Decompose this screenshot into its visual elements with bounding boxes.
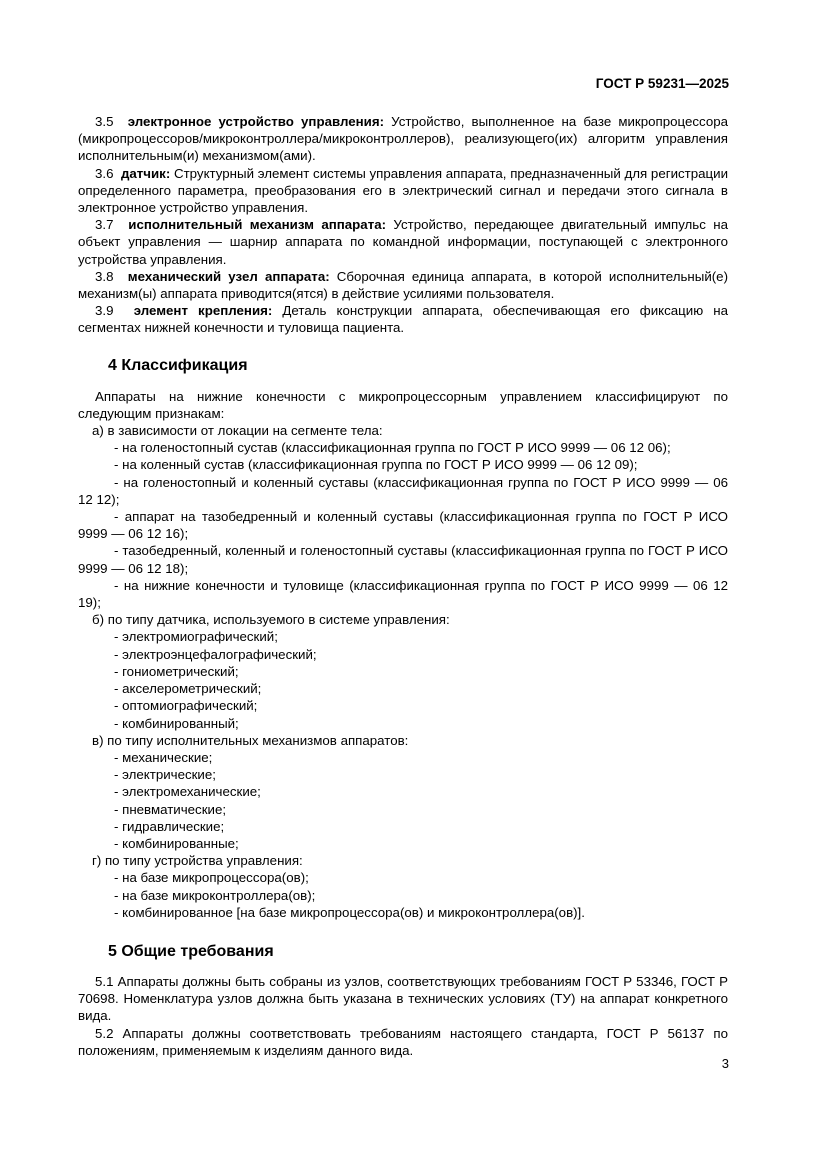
section-4-heading: 4 Классификация [108,356,248,374]
definition-text: Деталь конструкции аппарата, обеспечивающая его фиксацию на сегментах нижней конечности и туловища пациента. [78,303,728,336]
definition-number: 3.6 [95,165,114,181]
group-label: б) по типу датчика, используемого в системе управления: [92,612,450,628]
list-item: - на голеностопный и коленный суставы (классификационная группа по ГОСТ Р ИСО 9999 — 06 12 12); [78,474,728,507]
classification-group-v [78,732,728,852]
list-item: - комбинированный; [114,715,239,731]
definition-number: 3.5 [95,114,114,129]
list-item: - на голеностопный сустав (классификационная группа по ГОСТ Р ИСО 9999 — 06 12 06); [114,440,671,456]
definition-number: 3.8 [95,268,114,284]
list-item: - гониометрический; [114,663,239,679]
definitions-list [78,113,728,337]
list-item: - акселерометрический; [114,681,262,697]
definition-term: датчик: [120,165,171,181]
definition-item [78,165,728,217]
list-item: - электромиографический; [114,629,278,645]
list-item: - оптомиографический; [114,698,258,714]
list-item: - механические; [114,749,213,765]
definition-item [78,302,728,336]
definition-number: 3.9 [95,303,114,319]
list-item: - гидравлические; [114,818,225,834]
list-item: - электроэнцефалографический; [114,646,317,662]
definition-text: Устройство, передающее двигательный импульс на объект управления — шарнир аппарата по командной информации, поступающей с электронного устройства управления. [78,217,729,267]
definition-item [78,113,728,165]
group-label: а) в зависимости от локации на сегменте тела: [92,423,383,439]
section-5-paragraph: 5.2 Аппараты должны соответствовать требованиям настоящего стандарта, ГОСТ Р 56137 по положениям, применяемым к изделиям данного вида. [78,1025,728,1058]
list-item: - электромеханические; [114,784,261,800]
list-item: - комбинированные; [114,835,239,851]
classification-group-a [78,422,728,611]
document-id-header: ГОСТ Р 59231—2025 [595,76,729,91]
definition-term: электронное устройство управления: [127,114,385,129]
group-label: в) по типу исполнительных механизмов аппаратов: [92,732,409,748]
list-item: - тазобедренный, коленный и голеностопный суставы (классификационная группа по ГОСТ Р ИСО 9999 — 06 12 18); [78,543,728,576]
list-item: - комбинированное [на базе микропроцессора(ов) и микроконтроллера(ов)]. [114,904,585,920]
list-item: - на коленный сустав (классификационная группа по ГОСТ Р ИСО 9999 — 06 12 09); [114,457,638,473]
definition-text: Сборочная единица аппарата, в которой исполнительный(е) механизм(ы) аппарата приводится(ятся) в действие усилиями пользователя. [78,268,729,302]
definition-term: механический узел аппарата: [127,268,330,284]
page-number: 3 [721,1056,729,1071]
definition-number: 3.7 [95,217,114,233]
definition-term: элемент крепления: [133,303,273,319]
definition-term: исполнительный механизм аппарата: [128,217,387,233]
list-item: - электрические; [114,767,216,783]
definition-item [78,268,728,302]
list-item: - аппарат на тазобедренный и коленный суставы (классификационная группа по ГОСТ Р ИСО 9999 — 06 12 16); [78,509,728,542]
section-5-heading: 5 Общие требования [108,942,274,960]
group-label: г) по типу устройства управления: [92,853,303,869]
section-5-paragraph: 5.1 Аппараты должны быть собраны из узлов, соответствующих требованиям ГОСТ Р 53346, ГОСТ Р 70698. Номенклатура узлов должна быть указана в технических условиях (ТУ) на аппарат конкретного вида. [78,973,728,1024]
list-item: - на базе микропроцессора(ов); [114,870,309,886]
page-content [78,113,728,1059]
list-item: - пневматические; [114,801,227,817]
classification-group-b [78,611,728,731]
section-4-intro: Аппараты на нижние конечности с микропроцессорным управлением классифицируют по следующим признакам: [78,388,728,421]
definition-item [78,216,728,268]
list-item: - на нижние конечности и туловище (классификационная группа по ГОСТ Р ИСО 9999 — 06 12 19); [78,577,728,611]
definition-text: Структурный элемент системы управления аппарата, предназначенный для регистрации определенного параметра, преобразования его в электрический сигнал и передачи этого сигнала в электронное устройство управления. [78,165,728,216]
list-item: - на базе микроконтроллера(ов); [114,887,316,903]
classification-group-g [78,852,728,921]
definition-text: Устройство, выполненное на базе микропроцессора (микропроцессоров/микроконтроллера/микроконтроллеров), реализующего(их) алгоритм управления исполнительным(и) механизмом(ами). [78,114,729,164]
